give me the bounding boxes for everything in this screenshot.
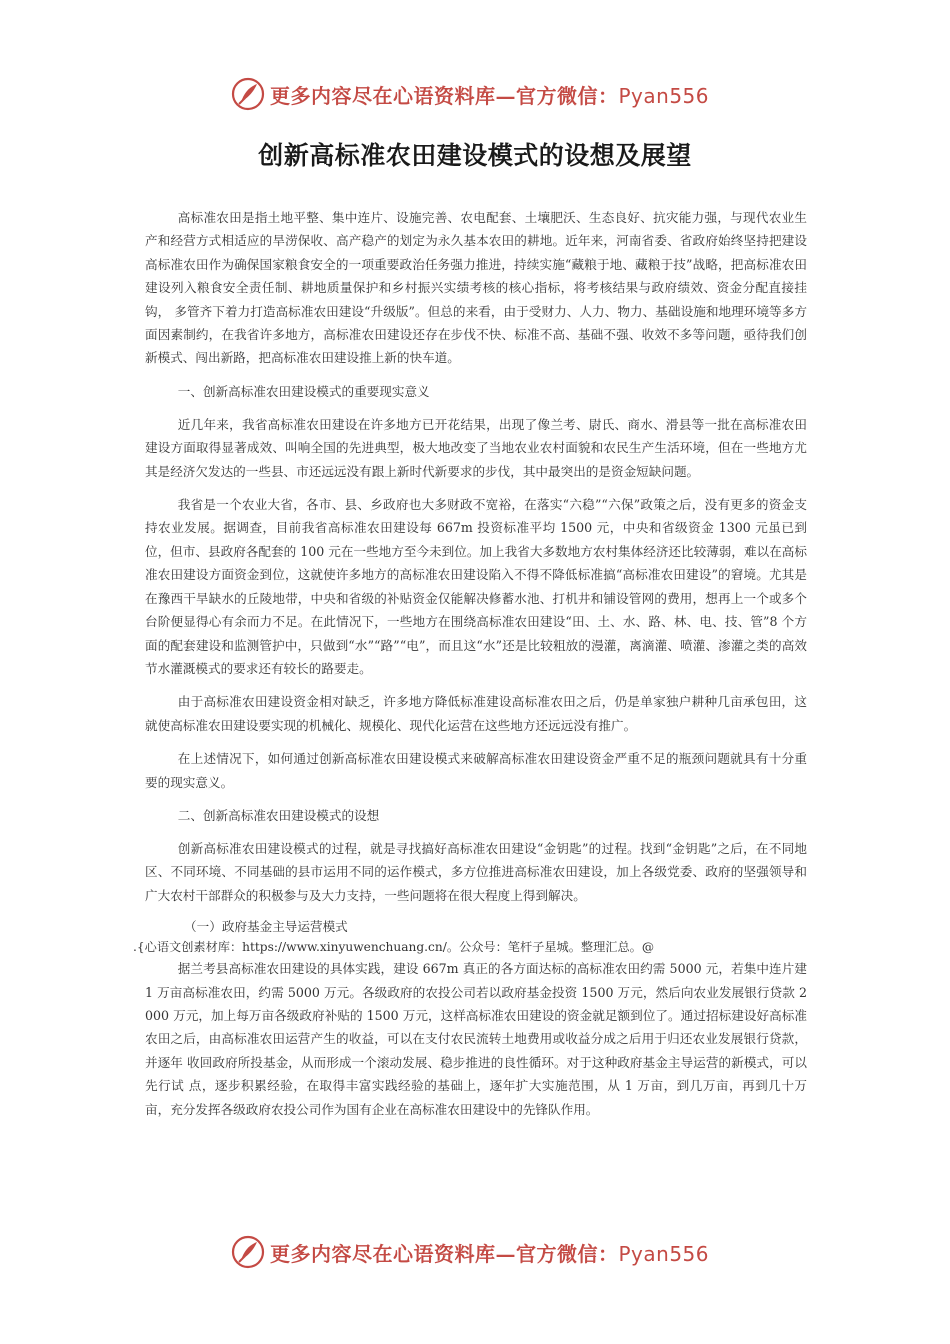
section-heading: 二、创新高标准农田建设模式的设想: [177, 807, 380, 823]
paragraph: 我省是一个农业大省，各市、县、乡政府也大多财政不宽裕，在落实“六稳”“六保”政策之后，没有更多的资金支持农业发展。据调查，目前我省高标准农田建设每 667m 投资标准平均 1500 元，中央和省级资金 1300 元虽已到位，但市、县政府各配套的 100 元在一些地方至今未到位。加上我省大多数地方农村集体经济还比较薄弱，难以在高标准农田建设方面资金到位，这就使许多地方的高标准农田建设陷入不得不降低标准搞“高标准农田建设”的窘境。尤其是在豫西干旱缺水的丘陵地带，中央和省级的补贴资金仅能解决修蓄水池、打机井和铺设管网的费用，想再上一个或多个台阶便显得心有余而力不足。在此情况下，一些地方在围绕高标准农田建设“田、土、水、路、林、电、技、管”8 个方面的配套建设和监测管护中，只做到“水”“路”“电”，而且这“水”还是比较粗放的漫灌，离滴灌、喷灌、渗灌之类的高效节水灌溉模式的要求还有较长的路要走。: [145, 497, 807, 676]
banner-wechat-id: Pyan556: [618, 83, 710, 108]
section-heading: 一、创新高标准农田建设模式的重要现实意义: [177, 383, 430, 399]
banner-wechat-id: Pyan556: [618, 1241, 710, 1266]
paragraph: 在上述情况下，如何通过创新高标准农田建设模式来破解高标准农田建设资金严重不足的瓶颈问题就具有十分重要的现实意义。: [145, 751, 807, 790]
banner-wechat-label: —官方微信：: [495, 83, 619, 108]
document-body: [133, 206, 807, 1131]
paragraph: 创新高标准农田建设模式的过程，就是寻找搞好高标准农田建设“金钥匙”的过程。找到“金钥匙”之后，在不同地区、不同环境、不同基础的县市运用不同的运作模式，多方位推进高标准农田建设，加上各级党委、政府的坚强领导和广大农村干部群众的积极参与及大力支持，一些问题将在很大程度上得到解决。: [145, 840, 807, 903]
banner-text: [270, 1238, 709, 1267]
pen-leaf-logo-icon: [230, 76, 266, 112]
pen-leaf-logo-icon: [230, 1234, 266, 1270]
source-note: .{心语文创素材库：https://www.xinyuwenchuang.cn/。公众号：笔杆子星城。整理汇总。@: [133, 940, 655, 955]
paragraph: 据兰考县高标准农田建设的具体实践，建设 667m 真正的各方面达标的高标准农田约需 5000 元，若集中连片建 1 万亩高标准农田，约需 5000 万元。各级政府的农投公司若以政府基金投资 1500 万元，然后向农业发展银行贷款 2000 万元，加上每万亩各级政府补贴的 1500 万元，这样高标准农田建设的资金就足额到位了。通过招标建设好高标准农田之后，由高标准农田运营产生的收益，可以在支付农民流转土地费用或收益分成之后用于归还农业发展银行贷款，并逐年 收回政府所投基金，从而形成一个滚动发展、稳步推进的良性循环。对于这种政府基金主导运营的新模式，可以先行试 点，逐步积累经验，在取得丰富实践经验的基础上，逐年扩大实施范围，从 1 万亩，到几万亩，再到几十万亩，充分发挥各级政府农投公司作为国有企业在高标准农田建设中的先锋队作用。: [145, 961, 807, 1117]
banner-wechat-label: —官方微信：: [495, 1241, 619, 1266]
banner-main-text: 更多内容尽在心语资料库: [270, 1241, 496, 1266]
subsection-heading: （一）政府基金主导运营模式: [184, 919, 348, 935]
paragraph: 近几年来，我省高标准农田建设在许多地方已开花结果，出现了像兰考、尉氏、商水、滑县等一批在高标准农田建设方面取得显著成效、叫响全国的先进典型，极大地改变了当地农业农村面貌和农民生产生活环境，但在一些地方尤 其是经济欠发达的一些县、市还远远没有跟上新时代新要求的步伐，其中最突出的是资金短缺问题。: [145, 416, 807, 479]
footer-banner[interactable]: [230, 1232, 750, 1272]
paragraph: 由于高标准农田建设资金相对缺乏，许多地方降低标准建设高标准农田之后，仍是单家独户耕种几亩承包田，这就使高标准农田建设要实现的机械化、规模化、现代化运营在这些地方还远远没有推广。: [145, 694, 807, 733]
banner-text: [270, 80, 709, 109]
banner-main-text: 更多内容尽在心语资料库: [270, 83, 496, 108]
header-banner[interactable]: [230, 74, 750, 114]
paragraph: 高标准农田是指土地平整、集中连片、设施完善、农电配套、土壤肥沃、生态良好、抗灾能力强，与现代农业生产和经营方式相适应的旱涝保收、高产稳产的划定为永久基本农田的耕地。近年来，河南省委、省政府始终坚持把建设高标准农田作为确保国家粮食安全的一项重要政治任务强力推进，持续实施“藏粮于地、藏粮于技”战略，把高标准农田建设列入粮食安全责任制、耕地质量保护和乡村振兴实绩考核的核心指标，将考核结果与政府绩效、资金分配直接挂钩， 多管齐下着力打造高标准农田建设“升级版”。但总的来看，由于受财力、人力、物力、基础设施和地理环境等多方面因素制约，在我省许多地方，高标准农田建设还存在步伐不快、标准不高、基础不强、收效不多等问题，亟待我们创新模式、闯出新路，把高标准农田建设推上新的快车道。: [145, 210, 807, 366]
page-title: 创新高标准农田建设模式的设想及展望: [258, 141, 692, 170]
